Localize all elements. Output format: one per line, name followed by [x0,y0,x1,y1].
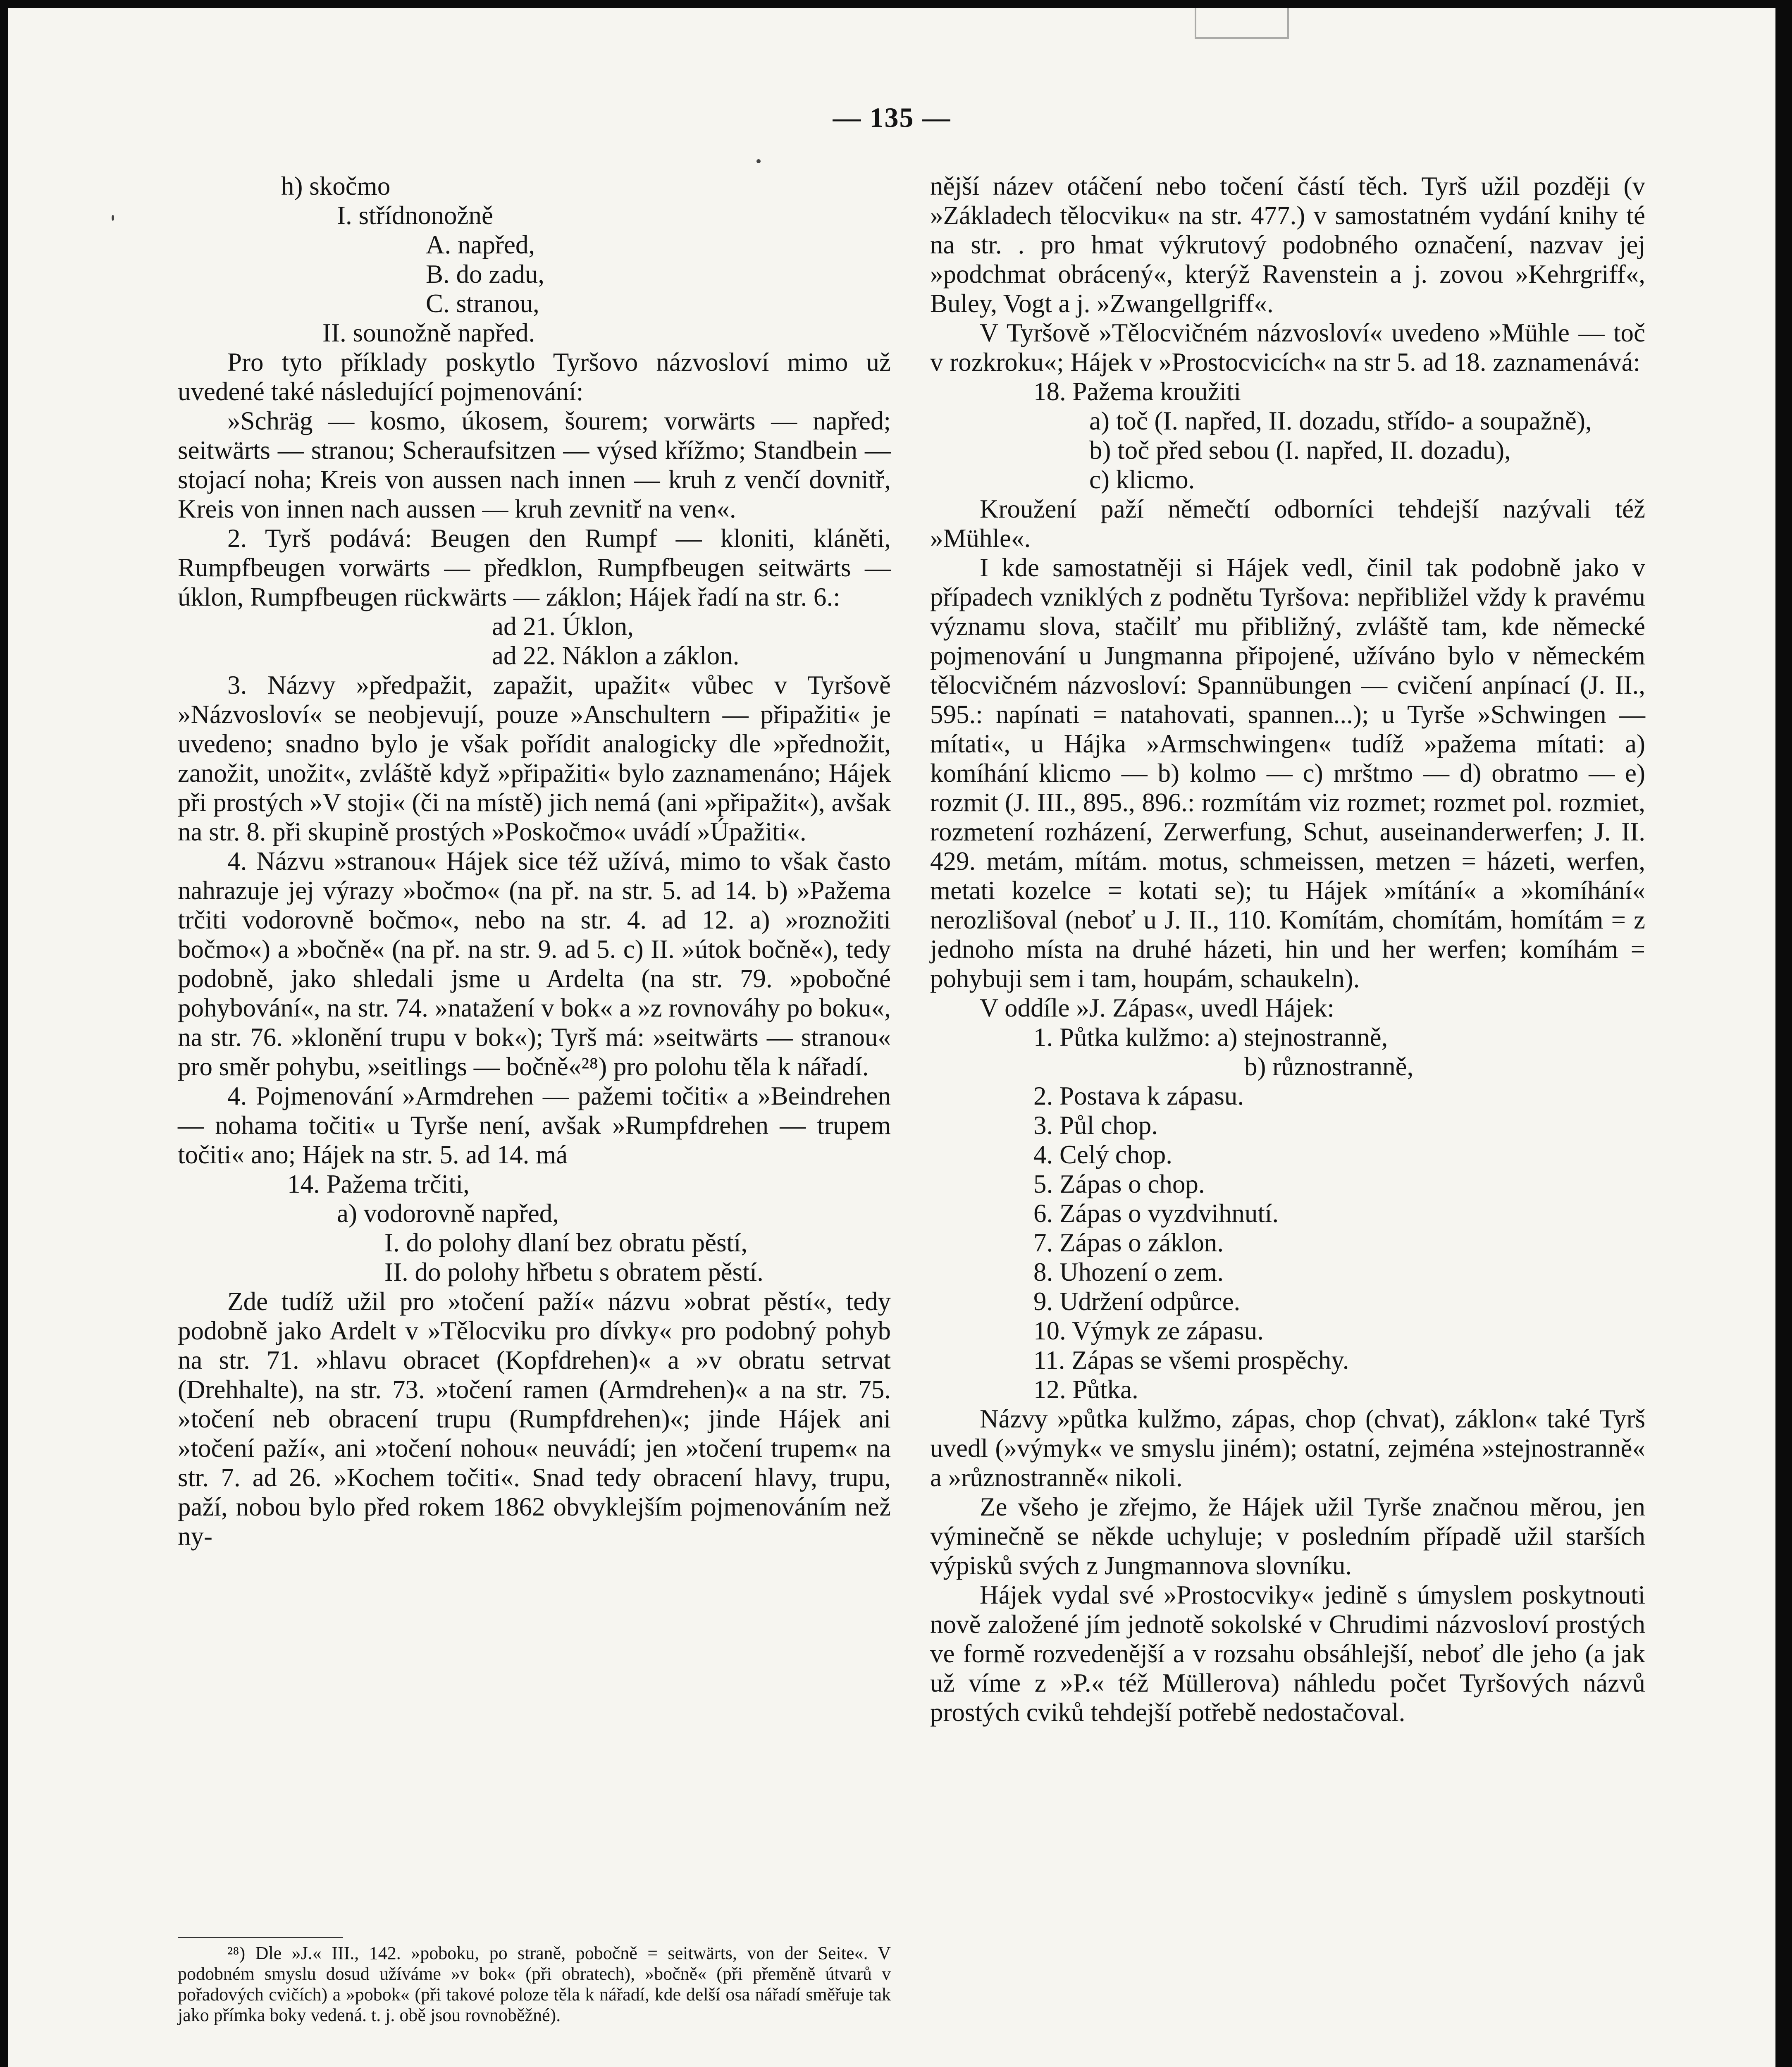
left-column-line: Zde tudíž užil pro »točení paží« názvu »obrat pěstí«, tedy podobně jako Ardelt v »Tělocviku pro dívky« pro podobný pohyb na str. 71. »hlavu obracet (Kopfdrehen)« a »v obratu setrvat (Drehhalte), na str. 73. »točení ramen (Armdrehen)« a na str. 75. »točení neb obracení trupu (Rumpfdrehen)«; jinde Hájek ani »točení paží«, ani »točení nohou« neuvádí; jen »točení trupem« na str. 7. ad 26. »Kochem točiti«. Snad tedy obracení hlavy, trupu, paží, nobou bylo před rokem 1862 obvyklejším pojmenováním než ny- [178,1287,891,1551]
right-column-line: 10. Výmyk ze zápasu. [1033,1316,1264,1345]
page [8,8,1775,2067]
left-column-line: II. sounožně napřed. [322,318,535,347]
left-column-line: B. do zadu, [426,260,544,289]
left-column-line: 4. Pojmenování »Armdrehen — pažemi točiti« a »Beindrehen — nohama točiti« u Tyrše není, avšak »Rumpfdrehen — trupem točiti« ano; Hájek na str. 5. ad 14. má [178,1081,891,1169]
right-column-line: I kde samostatněji si Hájek vedl, činil tak podobně jako v případech vzniklých z podnětu Tyršova: nepřibližel vždy k pravému významu slova, stačilť mu přibližný, zvláště tam, kde německé pojmenování u Jungmanna připojené, užíváno bylo v německém tělocvičném názvosloví: Spannübungen — cvičení anpínací (J. II., 595.: napínati = natahovati, spannen...); u Tyrše »Schwingen — mítati«, u Hájka »Armschwingen« tudíž »pažema mítati: a) komíhání klicmo — b) kolmo — c) mrštmo — d) obratmo — e) rozmit (J. III., 895., 896.: rozmítám viz rozmet; rozmet pol. rozmiet, rozmetení rozházení, Zerwerfung, Schut, auseinanderwerfen; J. II. 429. metám, mítám. motus, schmeissen, metzen = házeti, werfen, metati kozelce = kotati se); tu Hájek »mítání« a »komíhání« nerozlišoval (neboť u J. II., 110. Komítám, chomítám, homítám = z jednoho místa na druhé házeti, hin und her werfen; komíhám = pohybuji sem i tam, houpám, schaukeln). [930,553,1645,993]
right-column-line: 18. Pažema kroužiti [1033,377,1241,406]
speck [112,215,114,221]
right-column-line: 7. Zápas o záklon. [1033,1228,1224,1257]
left-column-line: 3. Názvy »předpažit, zapažit, upažit« vůbec v Tyršově »Názvosloví« se neobjevují, pouze »Anschultern — připažiti« je uvedeno; snadno bylo je však pořídit analogicky dle »přednožit, zanožit, unožit«, zvláště když »připažiti« bylo zaznamenáno; Hájek při prostých »V stoji« (či na místě) jich nemá (ani »připažit«), avšak na str. 8. při skupině prostých »Poskočmo« uvádí »Úpažiti«. [178,671,891,846]
right-column-line: 9. Udržení odpůrce. [1033,1287,1241,1316]
right-column-line: Kroužení paží němečtí odborníci tehdejší nazývali též »Mühle«. [930,494,1645,553]
left-column-line: a) vodorovně napřed, [337,1199,559,1228]
left-column-line: »Schräg — kosmo, úkosem, šourem; vorwärts — napřed; seitwärts — stranou; Scheraufsitzen — výsed křížmo; Standbein — stojací noha; Kreis von aussen nach innen — kruh z venčí dovnitř, Kreis von innen nach aussen — kruh zevnitř na ven«. [178,406,891,523]
right-column-line: c) klicmo. [1089,465,1195,494]
left-column-line: 14. Pažema trčiti, [287,1170,470,1198]
right-column-line: 1. Půtka kulžmo: a) stejnostranně, [1033,1023,1388,1052]
right-column-line: Názvy »půtka kulžmo, zápas, chop (chvat), záklon« také Tyrš uvedl (»výmyk« ve smyslu jiném); ostatní, zejména »stejnostranně« a »různostranně« nikoli. [930,1404,1645,1492]
corner-stamp [1195,8,1289,39]
right-column-line: a) toč (I. napřed, II. dozadu, střído- a soupažně), [1089,406,1592,435]
right-column-line: b) různostranně, [1244,1052,1414,1081]
right-column-line: Ze všeho je zřejmo, že Hájek užil Tyrše značnou měrou, jen výminečně se někde uchyluje; v posledním případě užil starších výpisků svých z Jungmannova slovníku. [930,1492,1645,1580]
right-column-line: 6. Zápas o vyzdvihnutí. [1033,1199,1279,1228]
left-column-line: 2. Tyrš podává: Beugen den Rumpf — kloniti, kláněti, Rumpfbeugen vorwärts — předklon, Rumpfbeugen seitwärts — úklon, Rumpfbeugen rückwärts — záklon; Hájek řadí na str. 6.: [178,524,891,611]
right-column-line: 4. Celý chop. [1033,1140,1172,1169]
footnote-rule [178,1937,343,1938]
left-column-line: ad 21. Úklon, [492,612,634,641]
right-column-line: b) toč před sebou (I. napřed, II. dozadu), [1089,436,1511,465]
left-column-line: 4. Názvu »stranou« Hájek sice též užívá, mimo to však často nahrazuje jej výrazy »bočmo« (na př. na str. 5. ad 14. b) »Pažema trčiti vodorovně bočmo«, nebo na str. 4. ad 12. a) »roznožiti bočmo«) a »bočně« (na př. na str. 9. ad 5. c) II. »útok bočně«), tedy podobně, jako shledali jsme u Ardelta (na str. 79. »pobočné pohybování«, na str. 74. »natažení v bok« a »z rovnováhy po boku«, na str. 76. »klonění trupu v bok«); Tyrš má: »seitwärts — stranou« pro směr pohybu, »seitlings — bočně«²⁸) pro polohu těla k nářadí. [178,847,891,1081]
right-column-line: 2. Postava k zápasu. [1033,1081,1244,1110]
left-column-line: ad 22. Náklon a záklon. [492,641,740,670]
left-column-line: C. stranou, [426,289,539,318]
left-column-line: Pro tyto příklady poskytlo Tyršovo názvosloví mimo už uvedené také následující pojmenování: [178,348,891,406]
right-column-line: nější název otáčení nebo točení částí těch. Tyrš užil později (v »Základech tělocviku« na str. 477.) v samostatném vydání knihy té na str. . pro hmat výkrutový podobného označení, nazvav jej »podchmat obrácený«, kterýž Ravenstein a j. zovou »Kehrgriff«, Buley, Vogt a j. »Zwangellgriff«. [930,172,1645,318]
page-number: — 135 — [833,102,951,133]
right-column-line: 3. Půl chop. [1033,1111,1158,1140]
right-column-line: 8. Uhození o zem. [1033,1258,1224,1287]
left-column-line: I. do polohy dlaní bez obratu pěstí, [384,1228,748,1257]
footnotes [178,1943,891,2026]
speck [756,159,761,163]
left-column-line: I. střídnonožně [337,201,493,230]
left-column-line: h) skočmo [281,172,391,200]
right-column-line: 11. Zápas se všemi prospěchy. [1033,1346,1349,1375]
right-column-line: 5. Zápas o chop. [1033,1170,1205,1198]
right-column-line: V oddíle »J. Zápas«, uvedl Hájek: [980,993,1334,1022]
left-column-line: II. do polohy hřbetu s obratem pěstí. [384,1258,764,1287]
left-column-line: A. napřed, [426,230,535,259]
right-column-line: V Tyršově »Tělocvičném názvosloví« uvedeno »Mühle — toč v rozkroku«; Hájek v »Prostocvicích« na str 5. ad 18. zaznamenává: [930,318,1645,377]
footnote-28: ²⁸) Dle »J.« III., 142. »poboku, po straně, pobočně = seitwärts, von der Seite«. V podobném smyslu dosud užíváme »v bok« (při obratech), »bočně« (při přeměně útvarů v pořadových cvičích) a »pobok« (při takové poloze těla k nářadí, kde delší osa nářadí směřuje tak jako přímka boky vedená. t. j. obě jsou rovnoběžné). [178,1943,891,2025]
left-column [178,172,891,1551]
right-column [930,172,1645,1727]
right-column-line: 12. Půtka. [1033,1375,1138,1404]
right-column-line: Hájek vydal své »Prostocviky« jedině s úmyslem poskytnouti nově založené jím jednotě sokolské v Chrudimi názvosloví prostých ve formě rozvedenější a v rozsahu obsáhlejší, neboť dle jeho (a jak už víme z »P.« též Müllerova) náhledu počet Tyršových názvů prostých cviků tehdejší potřebě nedostačoval. [930,1580,1645,1727]
